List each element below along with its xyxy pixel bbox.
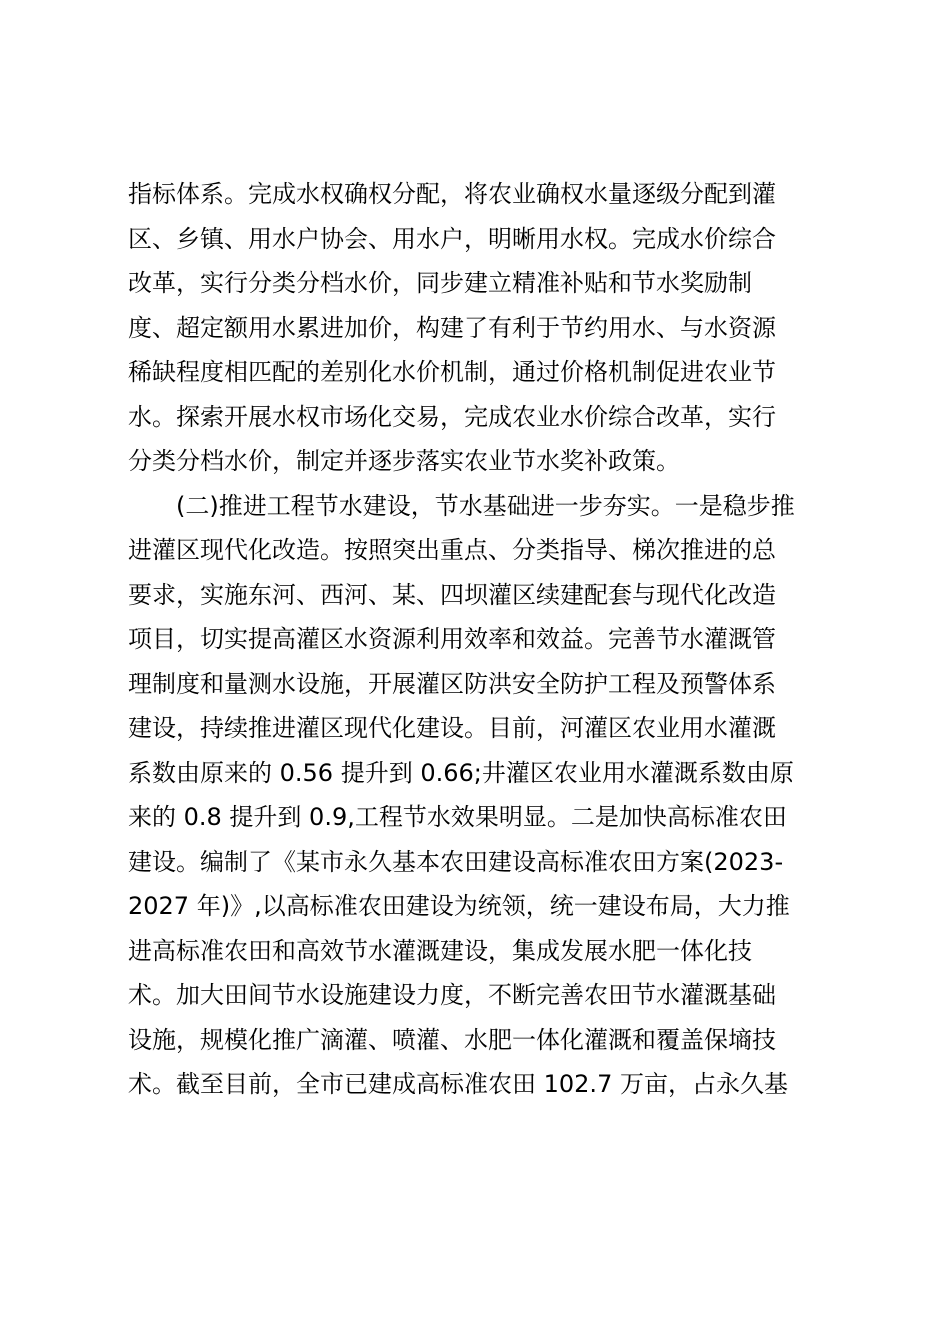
text-line: 建设，持续推进灌区现代化建设。目前，河灌区农业用水灌溉	[128, 714, 776, 742]
text-line: 区、乡镇、用水户协会、用水户，明晰用水权。完成水价综合	[128, 224, 776, 253]
text-line: 来的 0.8 提升到 0.9,工程节水效果明显。二是加快高标准农田	[128, 803, 787, 831]
text-line: 进高标准农田和高效节水灌溉建设，集成发展水肥一体化技	[128, 936, 752, 965]
body-text	[128, 172, 848, 1107]
text-line: 项目，切实提高灌区水资源利用效率和效益。完善节水灌溉管	[128, 625, 776, 653]
text-line: 进灌区现代化改造。按照突出重点、分类指导、梯次推进的总	[128, 536, 776, 564]
text-line: 指标体系。完成水权确权分配，将农业确权水量逐级分配到灌	[128, 180, 776, 208]
text-line: 2027 年)》,以高标准农田建设为统领，统一建设布局，大力推	[128, 892, 790, 920]
text-line: 系数由原来的 0.56 提升到 0.66;井灌区农业用水灌溉系数由原	[128, 758, 794, 787]
text-line: 设施，规模化推广滴灌、喷灌、水肥一体化灌溉和覆盖保墒技	[128, 1025, 776, 1054]
text-line: 理制度和量测水设施，开展灌区防洪安全防护工程及预警体系	[128, 669, 776, 698]
text-line: 要求，实施东河、西河、某、四坝灌区续建配套与现代化改造	[128, 580, 776, 609]
text-line: 水。探索开展水权市场化交易，完成农业水价综合改革，实行	[128, 402, 776, 431]
text-line: 术。加大田间节水设施建设力度，不断完善农田节水灌溉基础	[128, 981, 776, 1009]
section-heading-line: (二)推进工程节水建设，节水基础进一步夯实。一是稳步推	[176, 491, 795, 520]
text-line: 分类分档水价，制定并逐步落实农业节水奖补政策。	[128, 447, 680, 475]
text-line: 度、超定额用水累进加价，构建了有利于节约用水、与水资源	[128, 313, 776, 342]
text-line: 改革，实行分类分档水价，同步建立精准补贴和节水奖励制	[128, 269, 752, 297]
text-line: 稀缺程度相匹配的差别化水价机制，通过价格机制促进农业节	[128, 358, 776, 386]
text-line: 术。截至目前，全市已建成高标准农田 102.7 万亩，占永久基	[128, 1070, 788, 1098]
text-line: 建设。编制了《某市永久基本农田建设高标准农田方案(2023-	[128, 847, 784, 876]
